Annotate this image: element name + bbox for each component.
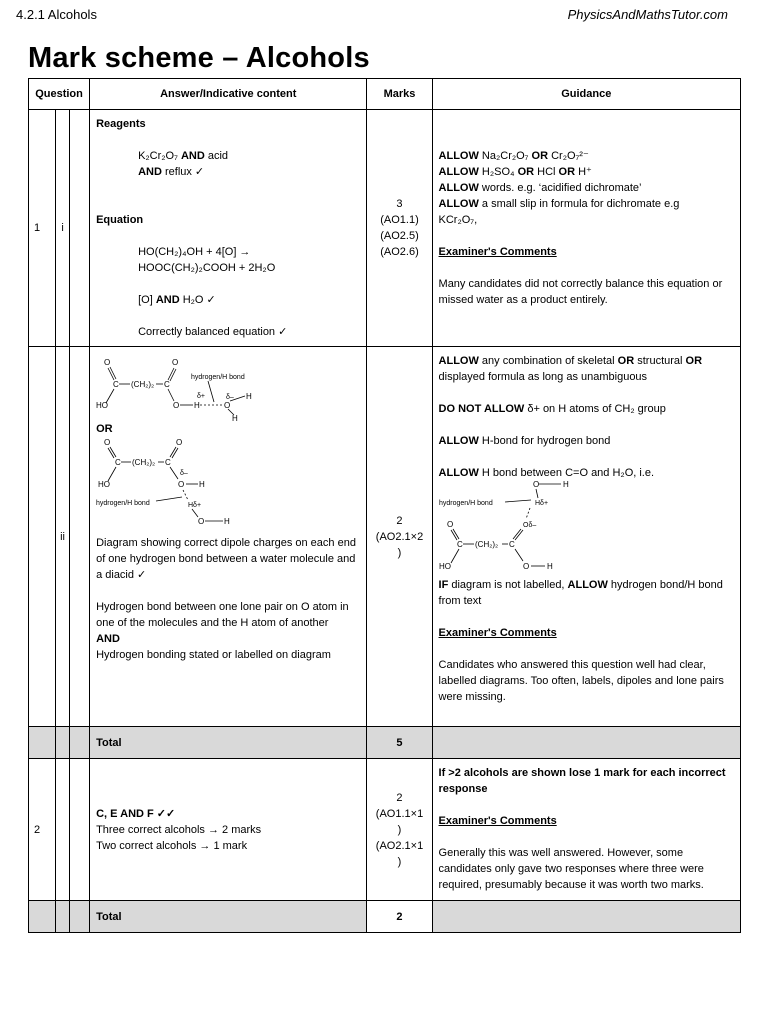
svg-text:O: O <box>176 438 183 447</box>
svg-text:O: O <box>522 562 529 571</box>
svg-text:O: O <box>198 517 205 526</box>
svg-text:C: C <box>165 458 171 467</box>
marks-cell: 2 (AO1.1×1 ) (AO2.1×1 ) <box>367 759 432 901</box>
svg-text:C: C <box>456 540 463 549</box>
svg-text:hydrogen/H bond: hydrogen/H bond <box>438 500 493 507</box>
table-row <box>29 759 741 901</box>
question-number: 1 <box>29 110 56 347</box>
svg-text:C: C <box>115 458 121 467</box>
col-marks: Marks <box>367 79 432 110</box>
svg-text:(CH₂)₂: (CH₂)₂ <box>474 540 498 549</box>
svg-text:δ–: δ– <box>180 470 188 477</box>
header-site: PhysicsAndMathsTutor.com <box>567 7 728 22</box>
svg-text:δ+: δ+ <box>197 393 206 400</box>
guidance-cell: ALLOW any combination of skeletal OR structural OR displayed formula as long as unambiguous DO NOT ALLOW δ+ on H atoms of CH₂ group ALLOW H-bond for hydrogen bond ALLOW H bond between C=O and H₂O, i.e. O H hydrogen/H bond Hδ+ O Oδ– C (CH₂)₂ C HO O H IF diagram is not labelled, ALLOW hydrogen bond/H bond from text Examiner's Comments Candidates who answered this question well had clear, labelled diagrams. Too often, labels, dipoles and lone pairs were missing. <box>432 347 740 727</box>
marks-cell: 2 (AO2.1×2 ) <box>367 347 432 727</box>
table-row <box>29 110 741 347</box>
guidance-hbond-diagram <box>439 481 579 577</box>
table-header-row <box>29 79 741 110</box>
col-answer: Answer/Indicative content <box>90 79 367 110</box>
svg-text:H: H <box>194 401 200 410</box>
question-part: i <box>56 110 70 347</box>
header-topic: 4.2.1 Alcohols <box>16 7 97 22</box>
guidance-cell: If >2 alcohols are shown lose 1 mark for each incorrect response Examiner's Comments Generally this was well answered. However, some candidates only gave two responses where three were required, presumably because it was worth two marks. <box>432 759 740 901</box>
svg-text:(CH₂)₂: (CH₂)₂ <box>132 458 156 467</box>
svg-text:HO: HO <box>438 562 451 571</box>
svg-text:C: C <box>508 540 515 549</box>
svg-text:O: O <box>446 520 453 529</box>
examiners-comments-heading: Examiner's Comments <box>438 627 557 639</box>
table-row <box>29 347 741 727</box>
svg-text:δ–: δ– <box>226 394 234 401</box>
marks-cell: 3 (AO1.1) (AO2.5) (AO2.6) <box>367 110 432 347</box>
svg-text:H: H <box>562 481 569 489</box>
page-title: Mark scheme – Alcohols <box>28 42 370 74</box>
svg-text:H: H <box>232 414 238 421</box>
question-part: ii <box>56 347 70 727</box>
svg-text:Hδ+: Hδ+ <box>188 502 202 509</box>
total-row: Total 2 <box>29 901 741 933</box>
svg-text:O: O <box>104 358 111 367</box>
svg-text:HO: HO <box>98 480 111 489</box>
mark-scheme-table <box>28 78 741 933</box>
svg-text:O: O <box>224 401 231 410</box>
answer-cell: O O C (CH₂)₂ C HO O H δ+ hydrogen/H bond δ– O H H OR O O C (CH₂)₂ C HO δ– O H hydrogen/H bond Hδ+ O H Diagram showing correct dipole charges on each end of one hydrogen bond between a water molecule and a diacid ✓ Hydrogen bond between one lone pair on O atom in one of the molecules and the H atom of another AND Hydrogen bonding stated or labelled on diagram <box>90 347 367 727</box>
svg-text:H: H <box>246 392 252 401</box>
svg-text:O: O <box>178 480 185 489</box>
svg-text:O: O <box>532 481 539 489</box>
guidance-cell: ALLOW Na₂Cr₂O₇ OR Cr₂O₇²⁻ ALLOW H₂SO₄ OR HCl OR H⁺ ALLOW words. e.g. ‘acidified dichromate’ ALLOW a small slip in formula for dichromate e.g KCr₂O₇, Examiner's Comments Many candidates did not correctly balance this equation or missed water as a product entirely. <box>432 110 740 347</box>
col-guidance: Guidance <box>432 79 740 110</box>
svg-text:Oδ–: Oδ– <box>522 522 536 529</box>
svg-text:(CH₂)₂: (CH₂)₂ <box>131 380 155 389</box>
answer-cell: C, E AND F ✓✓ Three correct alcohols → 2 marks Two correct alcohols → 1 mark <box>90 759 367 901</box>
svg-text:C: C <box>113 380 119 389</box>
svg-text:C: C <box>164 380 170 389</box>
svg-text:Hδ+: Hδ+ <box>534 500 548 507</box>
question-number: 2 <box>29 759 56 901</box>
examiners-comments-heading: Examiner's Comments <box>438 815 557 827</box>
svg-text:H: H <box>546 562 553 571</box>
svg-text:hydrogen/H bond: hydrogen/H bond <box>191 374 245 381</box>
svg-text:HO: HO <box>96 401 109 410</box>
answer-cell: Reagents K₂Cr₂O₇ AND acid AND reflux ✓ Equation HO(CH₂)₄OH + 4[O] → HOOC(CH₂)₂COOH + 2H₂O [O] AND H₂O ✓ Correctly balanced equation ✓ <box>90 110 367 347</box>
svg-text:O: O <box>173 401 180 410</box>
svg-text:H: H <box>224 517 230 526</box>
hydrogen-bond-diagram-2 <box>96 437 296 529</box>
col-question: Question <box>29 79 90 110</box>
svg-text:hydrogen/H bond: hydrogen/H bond <box>96 500 150 507</box>
svg-text:H: H <box>199 480 205 489</box>
total-row: Total 5 <box>29 727 741 759</box>
examiners-comments-heading: Examiner's Comments <box>438 246 557 258</box>
svg-text:O: O <box>104 438 111 447</box>
hydrogen-bond-diagram-1 <box>96 353 296 421</box>
svg-text:O: O <box>172 358 179 367</box>
